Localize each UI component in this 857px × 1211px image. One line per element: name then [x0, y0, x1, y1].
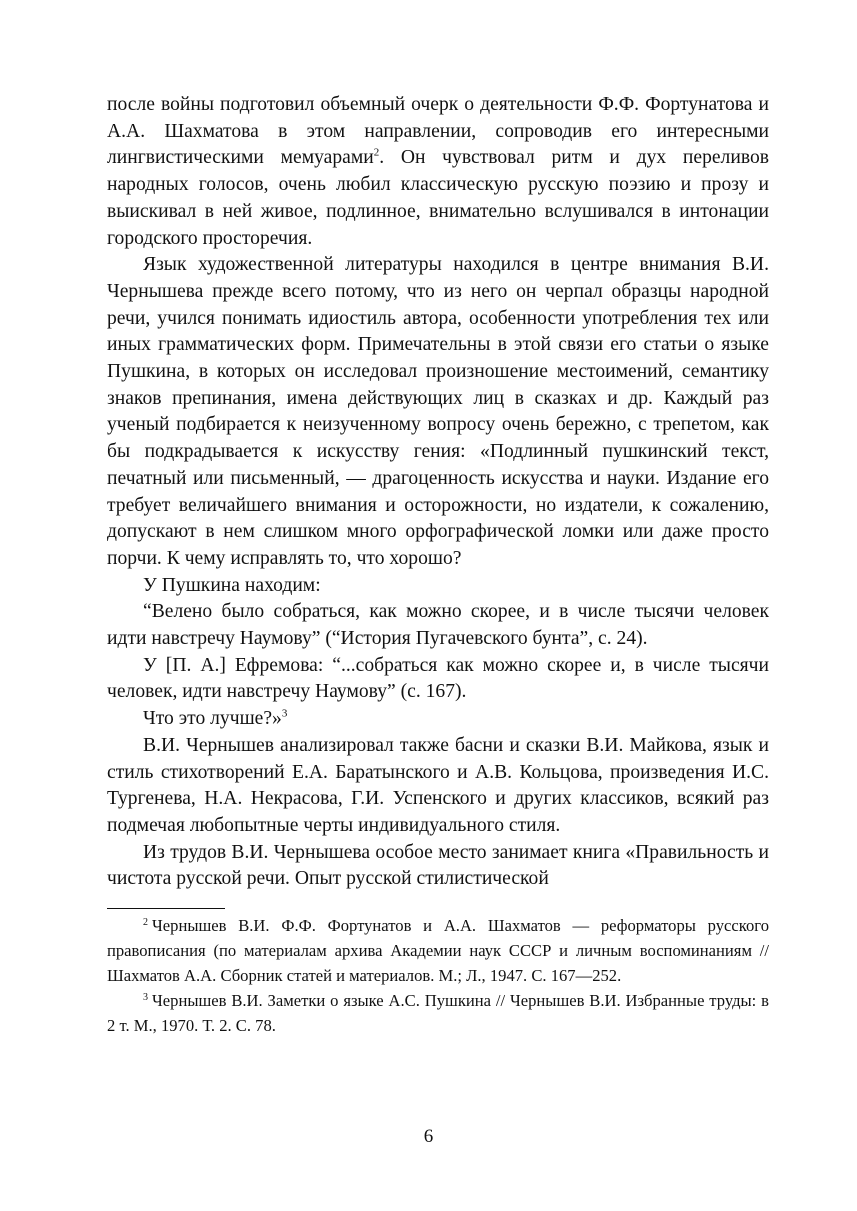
paragraph	[107, 252, 769, 572]
body-text	[107, 92, 769, 893]
paragraph	[107, 653, 769, 706]
footnotes	[107, 913, 769, 1038]
footnote-mark: 2	[143, 916, 148, 928]
paragraph-text: У [П. А.] Ефремова: “...собраться как можно скорее и, в числе тысячи человек, идти навстречу Наумову” (с. 167).	[107, 654, 769, 703]
footnote-text: Чернышев В.И. Заметки о языке А.С. Пушкина // Чернышев В.И. Избранные труды: в 2 т. М., 1970. Т. 2. С. 78.	[107, 991, 769, 1036]
page-number: 6	[423, 1126, 434, 1147]
footnote-divider	[107, 908, 225, 909]
footnote	[107, 988, 769, 1038]
paragraph-text: У Пушкина находим:	[143, 574, 321, 596]
page-content	[107, 92, 769, 1038]
paragraph-text: после войны подготовил объемный очерк о деятельности Ф.Ф. Фортунатова и А.А. Шахматова в этом направлении, сопроводив его интересными лингвистическими мемуарами	[107, 94, 769, 169]
paragraph-text: В.И. Чернышев анализировал также басни и сказки В.И. Майкова, язык и стиль стихотворений Е.А. Баратынского и А.В. Кольцова, произведения И.С. Тургенева, Н.А. Некрасова, Г.И. Успенского и других классиков, всякий раз подмечая любопытные черты индивидуального стиля.	[107, 734, 769, 836]
paragraph-text: Что это лучше?»	[143, 708, 282, 730]
paragraph-text: “Велено было собраться, как можно скорее, и в числе тысячи человек идти навстречу Наумову” (“История Пугачевского бунта”, с. 24).	[107, 601, 769, 650]
paragraph	[107, 92, 769, 252]
footnote	[107, 913, 769, 988]
paragraph	[107, 599, 769, 652]
footnote-reference[interactable]: 3	[281, 707, 288, 720]
paragraph-text: Язык художественной литературы находился в центре внимания В.И. Чернышева прежде всего потому, что из него он черпал образцы народной речи, учился понимать идиостиль автора, особенности употребления тех или иных грамматических форм. Примечательны в этой связи его статьи о языке Пушкина, в которых он исследовал произношение местоимений, семантику знаков препинания, имена действующих лиц в сказках и др. Каждый раз ученый подбирается к неизученному вопросу очень бережно, с трепетом, как бы подкрадывается к искусству гения: «Подлинный пушкинский текст, печатный или письменный, — драгоценность искусства и науки. Издание его требует величайшего внимания и осторожности, но издатели, к сожалению, допускают в нем слишком много орфографической ломки или даже просто порчи. К чему исправлять то, что хорошо?	[107, 254, 769, 569]
footnote-mark: 3	[143, 991, 148, 1003]
paragraph-text: Из трудов В.И. Чернышева особое место занимает книга «Правильность и чистота русской речи. Опыт русской стилистической	[107, 841, 769, 890]
paragraph	[107, 840, 769, 893]
paragraph	[107, 706, 769, 733]
footnote-text: Чернышев В.И. Ф.Ф. Фортунатов и А.А. Шахматов — реформаторы русского правописания (по материалам архива Академии наук СССР и личным воспоминаниям // Шахматов А.А. Сборник статей и материалов. М.; Л., 1947. С. 167—252.	[107, 916, 769, 986]
paragraph	[107, 733, 769, 840]
footnote-reference[interactable]: 2	[373, 146, 380, 159]
paragraph	[107, 573, 769, 600]
paragraph-text: . Он чувствовал ритм и дух переливов народных голосов, очень любил классическую русскую поэзию и прозу и выискивал в ней живое, подлинное, внимательно вслушивался в интонации городского просторечия.	[107, 147, 769, 249]
